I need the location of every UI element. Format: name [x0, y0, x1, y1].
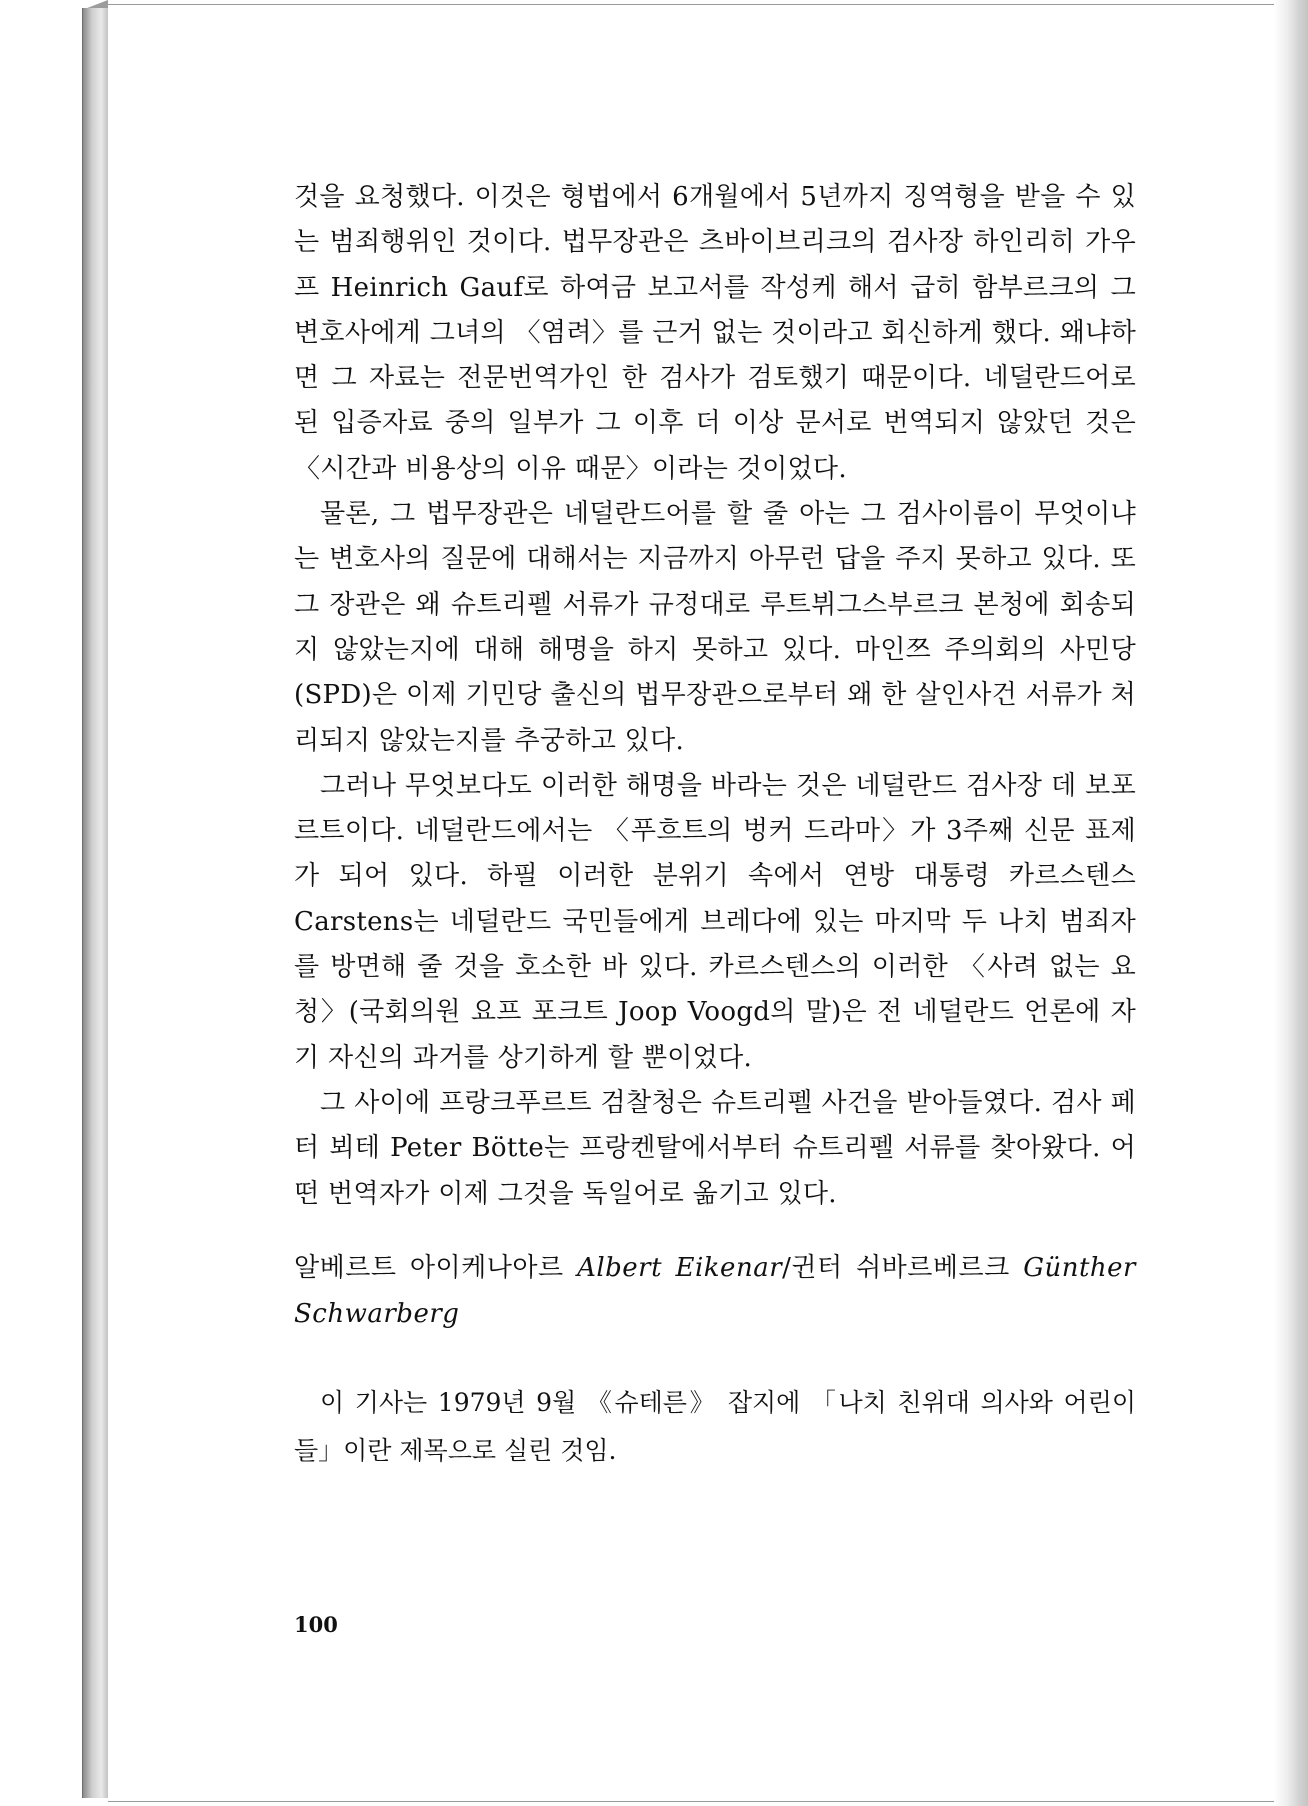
author-separator: / — [782, 1252, 792, 1283]
author2-korean: 귄터 쉬바르베르크 — [791, 1252, 1010, 1283]
author-byline — [294, 1245, 1136, 1337]
page-edge-shadow — [1274, 0, 1308, 1806]
paragraph-3: 그러나 무엇보다도 이러한 해명을 바라는 것은 네덜란드 검사장 데 보포르트이다. 네덜란드에서는 〈푸흐트의 벙커 드라마〉가 3주째 신문 표제가 되어 있다. 하필 이러한 분위기 속에서 연방 대통령 카르스텐스 Carstens는 네덜란드 국민들에게 브레다에 있는 마지막 두 나치 범죄자를 방면해 줄 것을 호소한 바 있다. 카르스텐스의 이러한 〈사려 없는 요청〉(국회의원 요프 포크트 Joop Voogd의 말)은 전 네덜란드 언론에 자기 자신의 과거를 상기하게 할 뿐이었다. — [294, 770, 1136, 1073]
article-body — [294, 175, 1136, 1217]
page-number: 100 — [294, 1612, 338, 1637]
paragraph-1: 것을 요청했다. 이것은 형법에서 6개월에서 5년까지 징역형을 받을 수 있는 범죄행위인 것이다. 법무장관은 츠바이브리크의 검사장 하인리히 가우프 Heinrich Gauf로 하여금 보고서를 작성케 해서 급히 함부르크의 그 변호사에게 그녀의 〈염려〉를 근거 없는 것이라고 회신하게 했다. 왜냐하면 그 자료는 전문번역가인 한 검사가 검토했기 때문이다. 네덜란드어로 된 입증자료 중의 일부가 그 이후 더 이상 문서로 번역되지 않았던 것은 〈시간과 비용상의 이유 때문〉이라는 것이었다. — [294, 182, 1136, 484]
source-note: 이 기사는 1979년 9월 《슈테른》 잡지에 「나치 친위대 의사와 어린이들」이란 제목으로 실린 것임. — [294, 1387, 1136, 1465]
paragraph-4: 그 사이에 프랑크푸르트 검찰청은 슈트리펠 사건을 받아들였다. 검사 페터 뵈테 Peter Bötte는 프랑켄탈에서부터 슈트리펠 서류를 찾아왔다. 어떤 번역자가 이제 그것을 독일어로 옮기고 있다. — [294, 1087, 1136, 1209]
author1-latin: Albert Eikenar — [577, 1252, 783, 1283]
author1-korean: 알베르트 아이케나아르 — [294, 1252, 564, 1283]
book-spine — [82, 8, 110, 1798]
page-text-block — [294, 175, 1136, 1500]
author2-latin: Günther Schwarberg — [294, 1252, 1136, 1329]
paragraph-2: 물론, 그 법무장관은 네덜란드어를 할 줄 아는 그 검사이름이 무엇이냐는 변호사의 질문에 대해서는 지금까지 아무런 답을 주지 못하고 있다. 또 그 장관은 왜 슈트리펠 서류가 규정대로 루트뷔그스부르크 본청에 회송되지 않았는지에 대해 해명을 하지 못하고 있다. 마인쯔 주의회의 사민당(SPD)은 이제 기민당 출신의 법무장관으로부터 왜 한 살인사건 서류가 처리되지 않았는지를 추궁하고 있다. — [294, 499, 1136, 756]
